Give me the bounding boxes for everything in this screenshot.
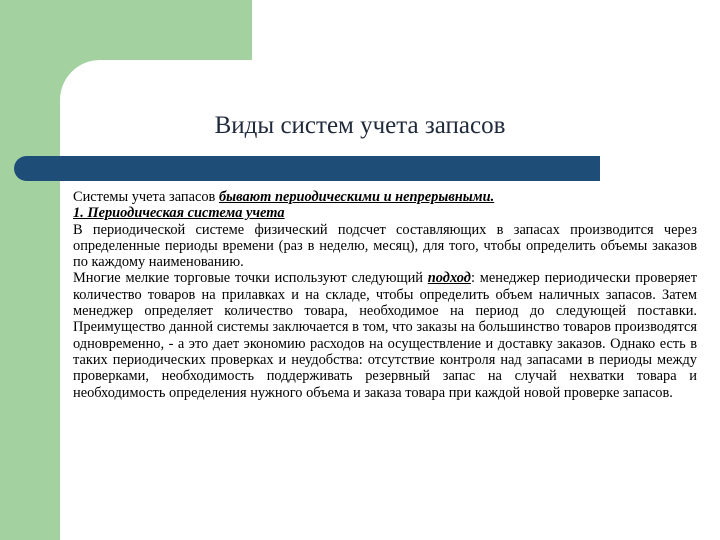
intro-emphasis: бывают периодическими и непрерывными.	[218, 189, 495, 205]
paragraph-2	[73, 270, 697, 400]
intro-prefix: Системы учета запасов	[73, 189, 219, 205]
section-heading-text: 1. Периодическая система учета	[73, 205, 285, 222]
paragraph-2-rest: : менеджер периодически проверяет количество товаров на прилавках и на складе, чтобы определить объем наличных запасов. Затем менеджер определяет количество товара, необходимое на период до следующей поставки. Преимущество данной системы заключается в том, что заказы на большинство товаров производятся одновременно, - а это дает экономию расходов на осуществление и доставку заказов. Однако есть в таких периодических проверках и неудобства: отсутствие контроля над запасами в периоды между проверками, необходимость поддерживать резервный запас на случай нехватки товара и необходимость определения нужного объема и заказа товара при каждой новой проверке запасов.	[73, 270, 697, 401]
paragraph-2-term: подход	[427, 270, 471, 287]
slide-body	[73, 189, 697, 401]
paragraph-1: В периодической системе физический подсчет составляющих в запасах производится через определенные периоды времени (раз в неделю, месяц), для того, чтобы определить объемы заказов по каждому наименованию.	[73, 221, 697, 271]
decorative-green-sidebar	[0, 0, 60, 540]
title-underline-bar	[14, 156, 600, 181]
slide-title: Виды систем учета запасов	[214, 112, 506, 139]
paragraph-2-prefix: Многие мелкие торговые точки используют следующий	[73, 270, 428, 287]
section-heading	[73, 205, 697, 221]
intro-line	[73, 189, 697, 205]
